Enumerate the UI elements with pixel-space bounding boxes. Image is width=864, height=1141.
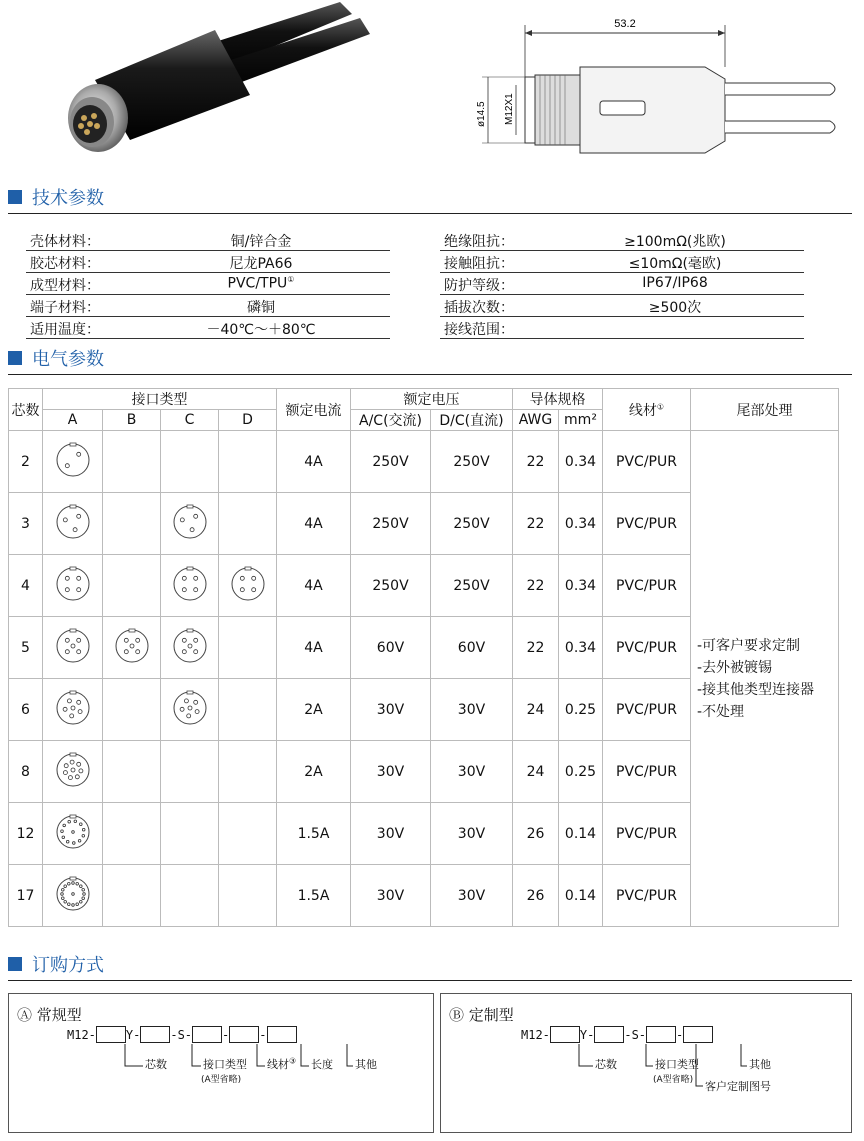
cell-current: 4A xyxy=(277,431,351,493)
label-other: 其他 xyxy=(355,1058,377,1071)
tail-option: -接其他类型连接器 xyxy=(697,681,815,698)
cell-awg: 24 xyxy=(513,741,559,803)
cell-iface-c xyxy=(161,741,219,803)
cell-iface-b xyxy=(103,555,161,617)
order-regular-box xyxy=(8,993,434,1133)
cell-iface-a xyxy=(43,865,103,927)
dim-length: 53.2 xyxy=(614,18,636,30)
spec-row xyxy=(26,250,390,273)
col-mm2: mm² xyxy=(559,410,603,431)
order-custom-leaders xyxy=(441,994,851,1132)
cell-iface-a xyxy=(43,803,103,865)
section-order-title: 订购方式 xyxy=(32,955,104,976)
cell-wire: PVC/PUR xyxy=(603,493,691,555)
label-cores: 芯数 xyxy=(595,1058,617,1071)
dim-diameter: ø14.5 xyxy=(476,101,487,127)
col-voltage: 额定电压 xyxy=(351,389,513,410)
cell-awg: 22 xyxy=(513,617,559,679)
pin-layout-icon xyxy=(220,557,276,615)
cell-wire: PVC/PUR xyxy=(603,617,691,679)
spec-key: 端子材料： xyxy=(30,300,100,316)
pin-layout-icon xyxy=(45,867,101,925)
label-iface: 接口类型 xyxy=(655,1058,699,1071)
pin-layout-icon xyxy=(45,433,101,491)
table-row xyxy=(9,431,839,493)
cell-iface-a xyxy=(43,679,103,741)
cell-iface-d xyxy=(219,741,277,803)
cell-current: 2A xyxy=(277,679,351,741)
col-iface: 接口类型 xyxy=(43,389,277,410)
cell-wire: PVC/PUR xyxy=(603,431,691,493)
cell-iface-d xyxy=(219,431,277,493)
cell-iface-c xyxy=(161,555,219,617)
section-order-header xyxy=(8,952,104,976)
cell-iface-b xyxy=(103,679,161,741)
spec-row xyxy=(440,316,804,339)
cell-cores: 6 xyxy=(9,679,43,741)
cell-iface-c xyxy=(161,431,219,493)
cell-iface-b xyxy=(103,493,161,555)
cell-cores: 17 xyxy=(9,865,43,927)
cell-dc: 30V xyxy=(431,679,513,741)
cell-mm2: 0.14 xyxy=(559,803,603,865)
cell-ac: 250V xyxy=(351,555,431,617)
spec-value: 磷铜 xyxy=(247,300,275,316)
cell-awg: 26 xyxy=(513,865,559,927)
spec-value: －40℃～＋80℃ xyxy=(206,322,316,338)
cell-current: 4A xyxy=(277,555,351,617)
cell-dc: 250V xyxy=(431,555,513,617)
cell-dc: 250V xyxy=(431,431,513,493)
col-iface-d: D xyxy=(219,410,277,431)
cell-cores: 2 xyxy=(9,431,43,493)
tail-option: -可客户要求定制 xyxy=(697,637,801,654)
cell-wire: PVC/PUR xyxy=(603,555,691,617)
col-cores: 芯数 xyxy=(9,389,43,431)
col-iface-b: B xyxy=(103,410,161,431)
spec-key: 插拔次数： xyxy=(444,300,514,316)
electrical-table xyxy=(8,388,839,927)
cell-ac: 250V xyxy=(351,431,431,493)
spec-value: 铜/锌合金 xyxy=(230,234,292,250)
spec-row xyxy=(440,250,804,273)
label-wire: 线材③ xyxy=(267,1056,297,1071)
cell-ac: 250V xyxy=(351,493,431,555)
cell-wire: PVC/PUR xyxy=(603,741,691,803)
cell-awg: 22 xyxy=(513,555,559,617)
cell-ac: 60V xyxy=(351,617,431,679)
section-marker-icon xyxy=(8,190,22,204)
section-marker-icon xyxy=(8,957,22,971)
divider xyxy=(8,980,852,981)
cell-mm2: 0.25 xyxy=(559,741,603,803)
cell-iface-c xyxy=(161,679,219,741)
cell-awg: 24 xyxy=(513,679,559,741)
label-iface-sub: (A型省略) xyxy=(653,1075,694,1085)
cell-awg: 22 xyxy=(513,431,559,493)
spec-value: PVC/TPU① xyxy=(227,275,295,292)
cell-tail xyxy=(691,431,839,927)
cell-mm2: 0.34 xyxy=(559,493,603,555)
spec-row xyxy=(26,294,390,317)
cell-ac: 30V xyxy=(351,741,431,803)
pin-layout-icon xyxy=(162,619,218,677)
spec-key: 接触阻抗： xyxy=(444,256,514,272)
cell-cores: 8 xyxy=(9,741,43,803)
cell-iface-c xyxy=(161,865,219,927)
spec-value: ≤10mΩ(毫欧) xyxy=(628,256,722,272)
divider xyxy=(8,213,852,214)
cell-current: 1.5A xyxy=(277,803,351,865)
dimension-drawing xyxy=(460,5,850,165)
cell-current: 1.5A xyxy=(277,865,351,927)
cell-iface-b xyxy=(103,741,161,803)
cell-mm2: 0.34 xyxy=(559,617,603,679)
section-electric-title: 电气参数 xyxy=(32,349,104,370)
col-awg: AWG xyxy=(513,410,559,431)
cell-iface-b xyxy=(103,865,161,927)
tail-option: -不处理 xyxy=(697,703,745,720)
col-ac: A/C(交流) xyxy=(351,410,431,431)
cell-iface-a xyxy=(43,555,103,617)
cell-dc: 30V xyxy=(431,865,513,927)
pin-layout-icon xyxy=(162,681,218,739)
product-photo xyxy=(40,0,380,165)
cell-cores: 12 xyxy=(9,803,43,865)
cell-iface-d xyxy=(219,555,277,617)
spec-key: 适用温度： xyxy=(30,322,100,338)
cell-mm2: 0.34 xyxy=(559,555,603,617)
spec-key: 成型材料： xyxy=(30,278,100,294)
cell-iface-a xyxy=(43,741,103,803)
cell-iface-c xyxy=(161,493,219,555)
cell-iface-b xyxy=(103,803,161,865)
pin-layout-icon xyxy=(45,743,101,801)
col-iface-c: C xyxy=(161,410,219,431)
spec-key: 壳体材料： xyxy=(30,234,100,250)
label-other: 其他 xyxy=(749,1058,771,1071)
order-custom-title: Ⓑ 定制型 xyxy=(449,1006,514,1024)
label-iface: 接口类型 xyxy=(203,1058,247,1071)
col-current: 额定电流 xyxy=(277,389,351,431)
section-marker-icon xyxy=(8,351,22,365)
cell-wire: PVC/PUR xyxy=(603,865,691,927)
spec-row xyxy=(440,294,804,317)
pin-layout-icon xyxy=(104,619,160,677)
pin-layout-icon xyxy=(45,495,101,553)
cell-ac: 30V xyxy=(351,803,431,865)
pin-layout-icon xyxy=(45,557,101,615)
cell-ac: 30V xyxy=(351,679,431,741)
cell-mm2: 0.34 xyxy=(559,431,603,493)
cell-mm2: 0.14 xyxy=(559,865,603,927)
col-iface-a: A xyxy=(43,410,103,431)
cell-cores: 3 xyxy=(9,493,43,555)
spec-value: 尼龙PA66 xyxy=(229,256,293,272)
cell-iface-c xyxy=(161,617,219,679)
cell-current: 2A xyxy=(277,741,351,803)
cell-cores: 4 xyxy=(9,555,43,617)
pin-layout-icon xyxy=(45,681,101,739)
pin-layout-icon xyxy=(162,557,218,615)
cell-wire: PVC/PUR xyxy=(603,803,691,865)
order-custom-box xyxy=(440,993,852,1133)
cell-current: 4A xyxy=(277,493,351,555)
cell-iface-d xyxy=(219,865,277,927)
spec-value: IP67/IP68 xyxy=(642,275,708,291)
cell-iface-a xyxy=(43,493,103,555)
cell-dc: 30V xyxy=(431,803,513,865)
order-regular-code: M12- Y- -S- - - xyxy=(67,1026,297,1043)
col-wire: 线材① xyxy=(603,389,691,431)
label-cores: 芯数 xyxy=(145,1058,167,1071)
cell-dc: 30V xyxy=(431,741,513,803)
cell-iface-b xyxy=(103,617,161,679)
pin-layout-icon xyxy=(162,495,218,553)
pin-layout-icon xyxy=(45,619,101,677)
cell-iface-a xyxy=(43,431,103,493)
spec-row xyxy=(26,228,390,251)
cell-dc: 250V xyxy=(431,493,513,555)
cell-awg: 22 xyxy=(513,493,559,555)
section-electric-header xyxy=(8,346,104,370)
spec-value: ≥500次 xyxy=(648,300,702,316)
spec-key: 绝缘阻抗： xyxy=(444,234,514,250)
pin-layout-icon xyxy=(45,805,101,863)
cell-iface-b xyxy=(103,431,161,493)
cell-wire: PVC/PUR xyxy=(603,679,691,741)
spec-row xyxy=(26,316,390,339)
spec-value: ≥100mΩ(兆欧) xyxy=(624,234,726,250)
label-length: 长度 xyxy=(311,1058,333,1071)
col-conductor: 导体规格 xyxy=(513,389,603,410)
cell-iface-d xyxy=(219,679,277,741)
cell-iface-d xyxy=(219,493,277,555)
cell-awg: 26 xyxy=(513,803,559,865)
cell-ac: 30V xyxy=(351,865,431,927)
divider xyxy=(8,374,852,375)
cell-iface-d xyxy=(219,617,277,679)
cell-iface-a xyxy=(43,617,103,679)
section-tech-title: 技术参数 xyxy=(32,188,104,209)
spec-key: 胶芯材料： xyxy=(30,256,100,272)
label-drawing: 客户定制图号 xyxy=(705,1080,771,1093)
tail-option: -去外被镀锡 xyxy=(697,659,773,676)
cell-current: 4A xyxy=(277,617,351,679)
spec-key: 防护等级： xyxy=(444,278,514,294)
order-regular-title: Ⓐ 常规型 xyxy=(17,1006,82,1024)
cell-cores: 5 xyxy=(9,617,43,679)
cell-iface-d xyxy=(219,803,277,865)
spec-key: 接线范围： xyxy=(444,322,514,338)
col-tail: 尾部处理 xyxy=(691,389,839,431)
spec-row xyxy=(440,228,804,251)
cell-iface-c xyxy=(161,803,219,865)
label-iface-sub: (A型省略) xyxy=(201,1075,242,1085)
col-dc: D/C(直流) xyxy=(431,410,513,431)
section-tech-header xyxy=(8,185,104,209)
order-custom-code: M12- Y- -S- - xyxy=(521,1026,713,1043)
cell-mm2: 0.25 xyxy=(559,679,603,741)
cell-dc: 60V xyxy=(431,617,513,679)
spec-row xyxy=(440,272,804,295)
spec-row xyxy=(26,272,390,295)
dim-thread: M12X1 xyxy=(504,93,515,125)
